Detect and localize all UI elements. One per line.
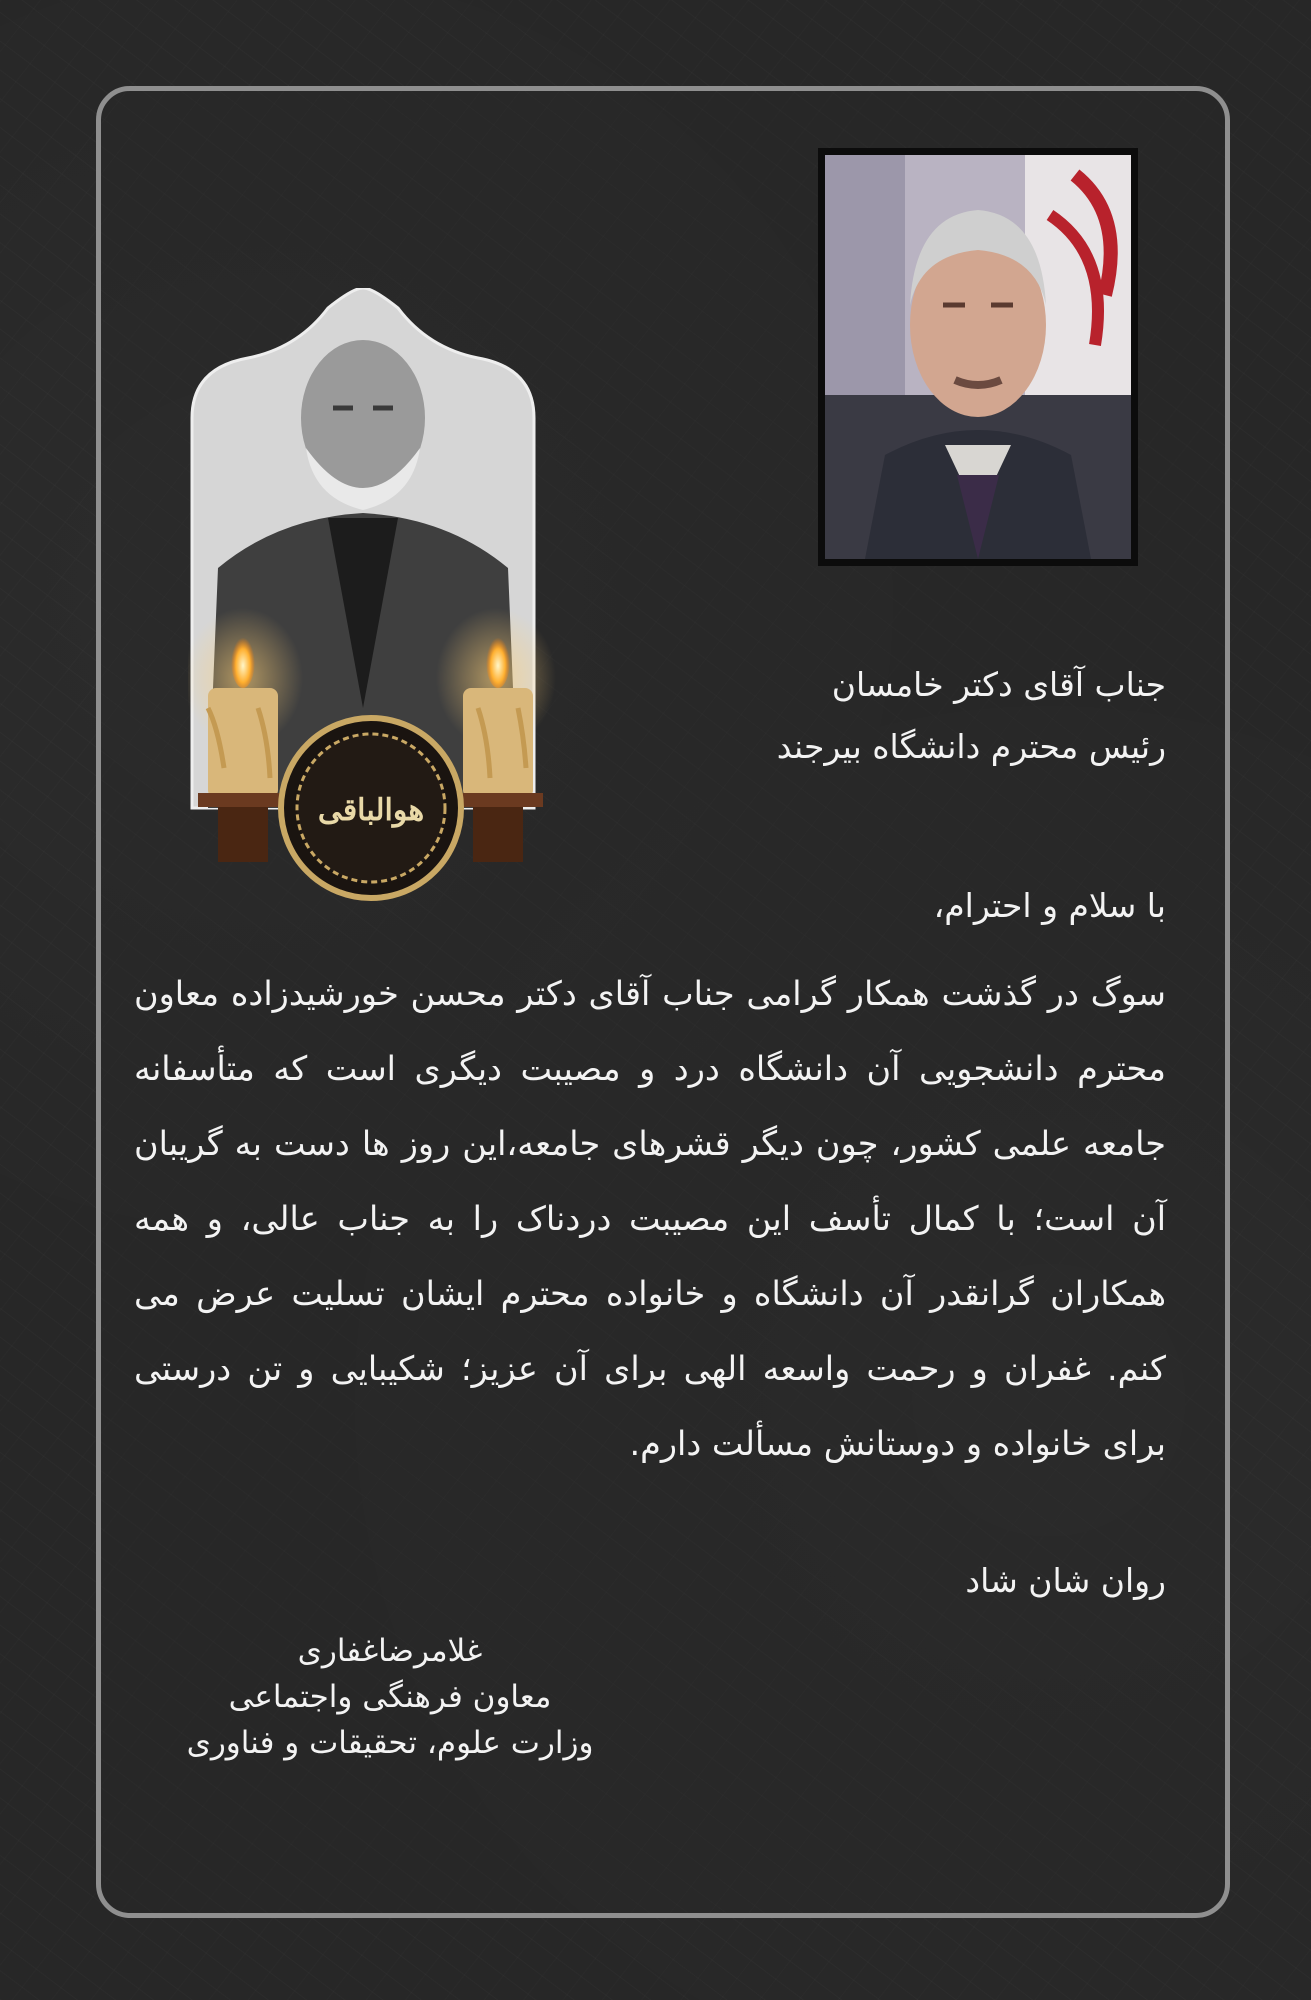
seal-calligraphy: هوالباقی [317,793,425,828]
recipient-title: رئیس محترم دانشگاه بیرجند [776,727,1166,766]
recipient-name: جناب آقای دکتر خامسان [831,665,1166,704]
signer-title: معاون فرهنگی واجتماعی [228,1679,552,1715]
greeting: با سلام و احترام، [933,886,1166,925]
recipient-address [134,654,1166,778]
recipient-portrait [818,148,1138,566]
memorial-portrait [188,288,566,908]
signer-name: غلامرضاغفاری [297,1633,483,1669]
letter-body: سوگ در گذشت همکار گرامی جناب آقای دکتر محسن خورشیدزاده معاون محترم دانشجویی آن دانشگاه درد و مصیبت دیگری است که متأسفانه جامعه علمی کشور، چون دیگر قشرهای جامعه،این روز ها دست به گریبان آن است؛ با کمال تأسف این مصیبت دردناک را به جناب عالی، و همه همکاران گرانقدر آن دانشگاه و خانواده محترم ایشان تسلیت عرض می کنم. غفران و رحمت واسعه الهی برای آن عزیز؛ شکیبایی و تن درستی برای خانواده و دوستانش مسألت دارم. [134,974,1166,1463]
signer-organization: وزارت علوم، تحقیقات و فناوری [186,1725,594,1761]
closing-line: روان شان شاد [965,1561,1166,1600]
signature-block [150,1628,630,1766]
